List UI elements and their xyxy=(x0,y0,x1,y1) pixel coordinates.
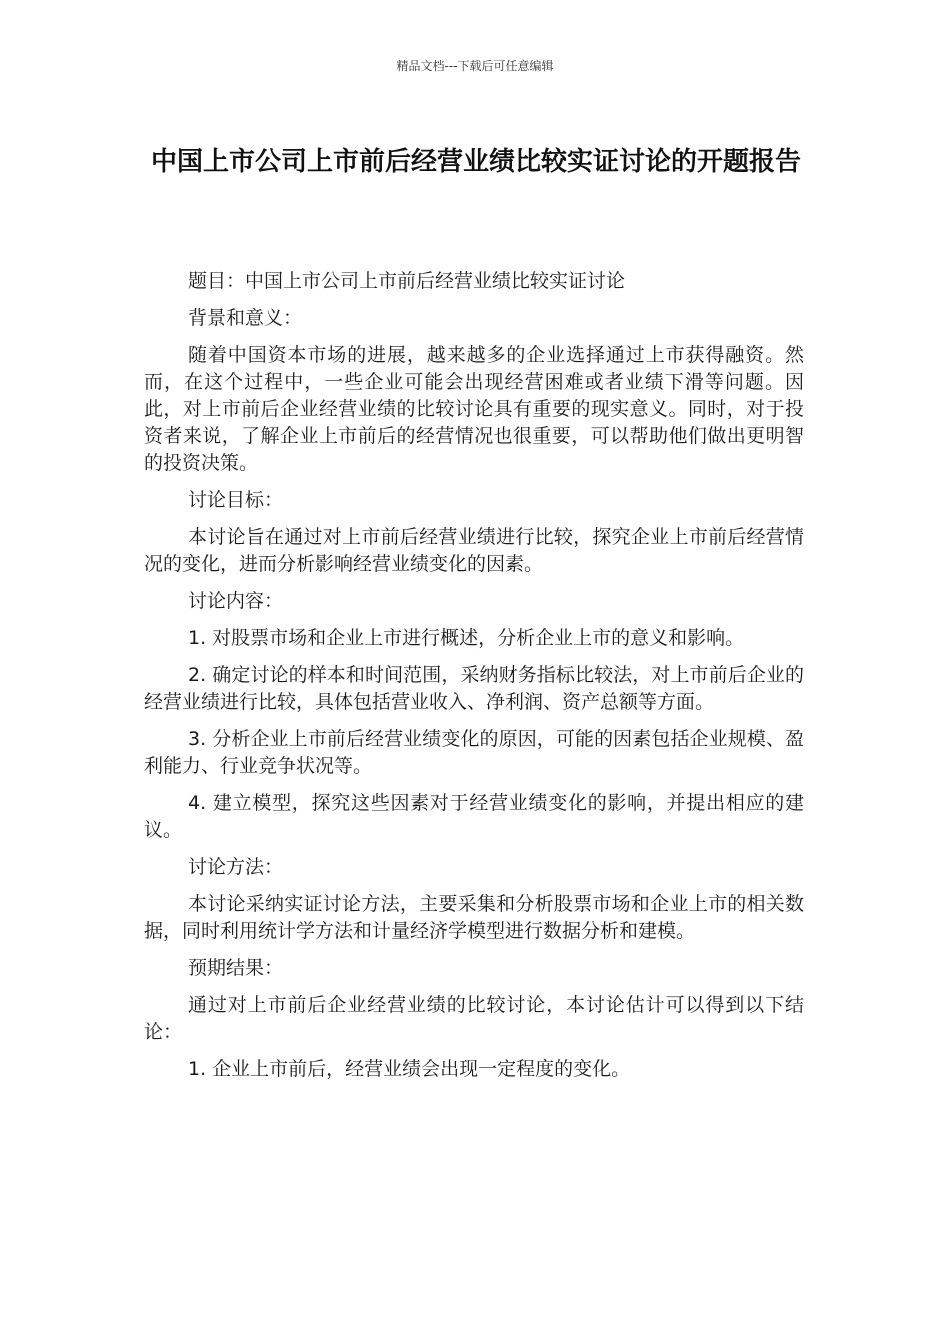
section-heading-background: 背景和意义： xyxy=(188,307,303,329)
section-heading-objective: 讨论目标： xyxy=(188,489,284,511)
content-item-3: 3. 分析企业上市前后经营业绩变化的原因，可能的因素包括企业规模、盈利能力、行业竞争状况等。 xyxy=(144,728,804,777)
results-paragraph: 通过对上市前后企业经营业绩的比较讨论，本讨论估计可以得到以下结论： xyxy=(144,994,804,1043)
background-paragraph: 随着中国资本市场的进展，越来越多的企业选择通过上市获得融资。然而，在这个过程中，一些企业可能会出现经营困难或者业绩下滑等问题。因此，对上市前后企业经营业绩的比较讨论具有重要的现实意义。同时，对于投资者来说，了解企业上市前后的经营情况也很重要，可以帮助他们做出更明智的投资决策。 xyxy=(144,344,804,474)
document-title: 中国上市公司上市前后经营业绩比较实证讨论的开题报告 xyxy=(150,147,801,177)
method-paragraph: 本讨论采纳实证讨论方法，主要采集和分析股票市场和企业上市的相关数据，同时利用统计学方法和计量经济学模型进行数据分析和建模。 xyxy=(144,893,804,942)
section-heading-content: 讨论内容： xyxy=(188,590,284,612)
results-item-1: 1. 企业上市前后，经营业绩会出现一定程度的变化。 xyxy=(188,1058,631,1080)
header-note: 精品文档---下载后可任意编辑 xyxy=(396,59,554,73)
content-item-1: 1. 对股票市场和企业上市进行概述，分析企业上市的意义和影响。 xyxy=(188,627,745,649)
document-body xyxy=(144,268,804,1093)
section-heading-results: 预期结果： xyxy=(188,957,284,979)
topic-line: 题目：中国上市公司上市前后经营业绩比较实证讨论 xyxy=(188,270,626,292)
content-item-4: 4. 建立模型，探究这些因素对于经营业绩变化的影响，并提出相应的建议。 xyxy=(144,792,804,841)
content-item-2: 2. 确定讨论的样本和时间范围，采纳财务指标比较法，对上市前后企业的经营业绩进行比较，具体包括营业收入、净利润、资产总额等方面。 xyxy=(144,664,804,713)
objective-paragraph: 本讨论旨在通过对上市前后经营业绩进行比较，探究企业上市前后经营情况的变化，进而分析影响经营业绩变化的因素。 xyxy=(144,526,804,575)
section-heading-method: 讨论方法： xyxy=(188,856,284,878)
